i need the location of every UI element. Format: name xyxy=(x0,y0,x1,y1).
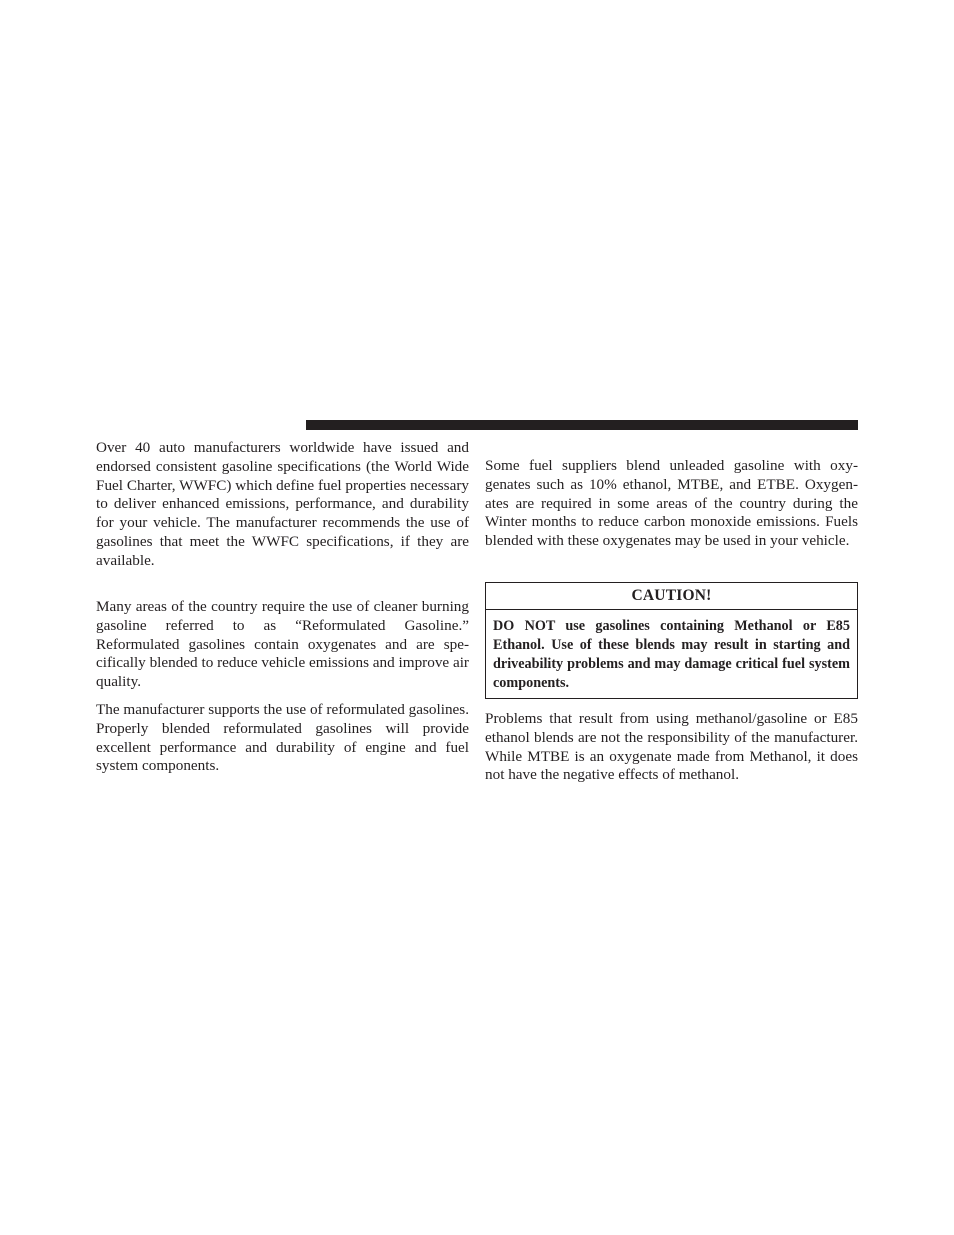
caution-box xyxy=(485,582,858,699)
paragraph-methanol-problems: Problems that result from using methanol/gasoline or E85 ethanol blends are not the responsibility of the manufacturer. While MTBE is an oxygenate made from Methanol, it does not have the negative effects of methanol. xyxy=(485,710,858,784)
caution-title: CAUTION! xyxy=(486,583,857,610)
paragraph-reformulated-gasoline: Many areas of the country require the use of cleaner burning gasoline referred to as “Reformulated Gasoline.” Reformulated gasolines contain oxygenates and are specifically blended to reduce vehicle emissions and improve air quality. xyxy=(96,598,469,690)
paragraph-wwfc: Over 40 auto manufacturers worldwide have issued and endorsed consistent gasoline specifications (the World Wide Fuel Charter, WWFC) which define fuel properties necessary to deliver enhanced emissions, performance, and durability for your vehicle. The manufacturer recommends the use of gasolines that meet the WWFC specifications, if they are available. xyxy=(96,439,469,569)
paragraph-oxygenates: Some fuel suppliers blend unleaded gasoline with oxygenates such as 10% ethanol, MTBE, and ETBE. Oxygenates are required in some areas of the country during the Winter months to reduce carbon monoxide emissions. Fuels blended with these oxygenates may be used in your vehicle. xyxy=(485,457,858,549)
section-header-rule xyxy=(306,420,858,430)
caution-body: DO NOT use gasolines containing Methanol or E85 Ethanol. Use of these blends may result in starting and driveability problems and may damage critical fuel system components. xyxy=(493,618,850,691)
paragraph-manufacturer-support: The manufacturer supports the use of reformulated gasolines. Properly blended reformulated gasolines will provide excellent performance and durability of engine and fuel system components. xyxy=(96,701,469,775)
